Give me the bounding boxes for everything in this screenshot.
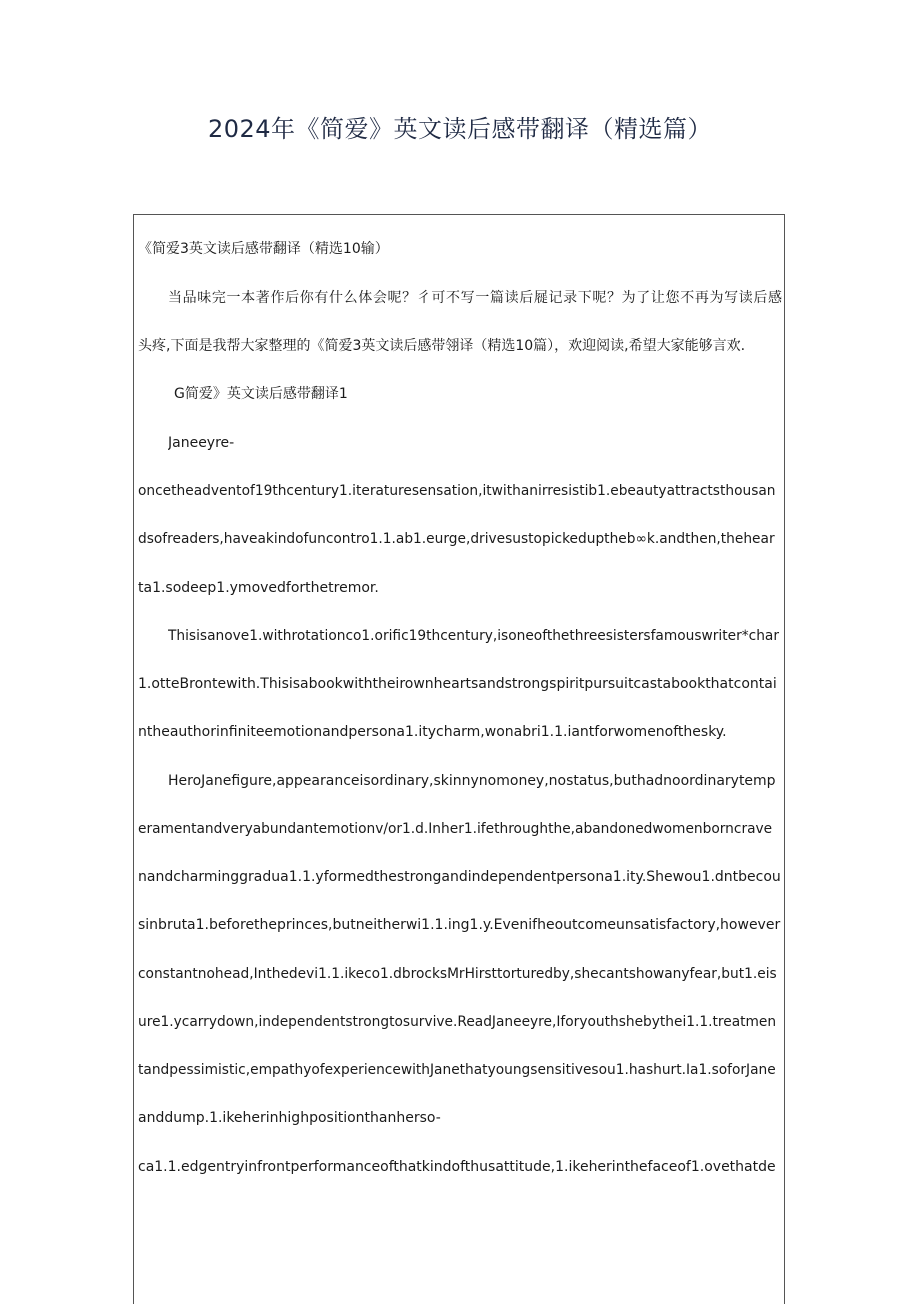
text-line: tandpessimistic,empathyofexperiencewithJanethatyoungsensitivesou1.hashurt.Ia1.soforJane (138, 1062, 776, 1078)
text-line: dsofreaders,haveakindofuncontro1.1.ab1.eurge,drivesustopickeduptheb∞k.andthen,thehear (138, 531, 775, 547)
text-line: 1.otteBrontewith.Thisisabookwiththeirownheartsandstrongspiritpursuitcastabookthatcontai (138, 676, 777, 692)
page-title: 2024年《简爱》英文读后感带翻译（精选篇） (207, 115, 713, 143)
text-line: ure1.ycarrydown,independentstrongtosurvive.ReadJaneeyre,Iforyouthshebythei1.1.treatmen (138, 1014, 777, 1030)
text-line: sinbruta1.beforetheprinces,butneitherwi1.1.ing1.y.Evenifheoutcomeunsatisfactory,however (138, 917, 781, 933)
text-line: ta1.sodeep1.ymovedforthetremor. (138, 580, 379, 596)
text-line: eramentandveryabundantemotionv/or1.d.Inher1.ifethroughthe,abandonedwomenborncrave (138, 821, 773, 837)
text-line: ntheauthorinfiniteemotionandpersona1.itycharm,wonabri1.1.iantforwomenofthesky. (138, 724, 727, 740)
document-content-box (133, 214, 785, 1304)
section-heading: G简爱》英文读后感带翻译1 (174, 386, 348, 402)
text-line: constantnohead,Inthedevi1.1.ikeco1.dbrocksMrHirsttorturedby,shecantshowanyfear,but1.eis (138, 966, 777, 982)
text-line: HeroJanefigure,appearanceisordinary,skinnynomoney,nostatus,buthadnoordinarytemp (168, 773, 776, 789)
text-line: Thisisanove1.withrotationco1.orific19thcentury,isoneofthethreesistersfamouswriter*char (168, 628, 779, 644)
text-line: 当品味完一本著作后你有什么体会呢？彳可不写一篇读后屣记录下呢？为了让您不再为写读后感 (168, 290, 782, 306)
text-line: oncetheadventof19thcentury1.iteraturesensation,itwithanirresistib1.ebeautyattractsthousan (138, 483, 776, 499)
text-line: anddump.1.ikeherinhighpositionthanherso- (138, 1110, 441, 1126)
subtitle-line: 《简爱3英文读后感带翻译（精选10输） (138, 241, 389, 257)
text-line: Janeeyre- (168, 435, 235, 451)
text-line: ca1.1.edgentryinfrontperformanceofthatkindofthusattitude,1.ikeherinthefaceof1.ovethatde (138, 1159, 776, 1175)
text-line: nandcharminggradua1.1.yformedthestrongandindependentpersona1.ity.Shewou1.dntbecou (138, 869, 781, 885)
text-line: 头疼,下面是我帮大家整理的《简爱3英文读后感带翎译（精选10篇），欢迎阅读,希望大家能够言欢. (138, 338, 746, 354)
